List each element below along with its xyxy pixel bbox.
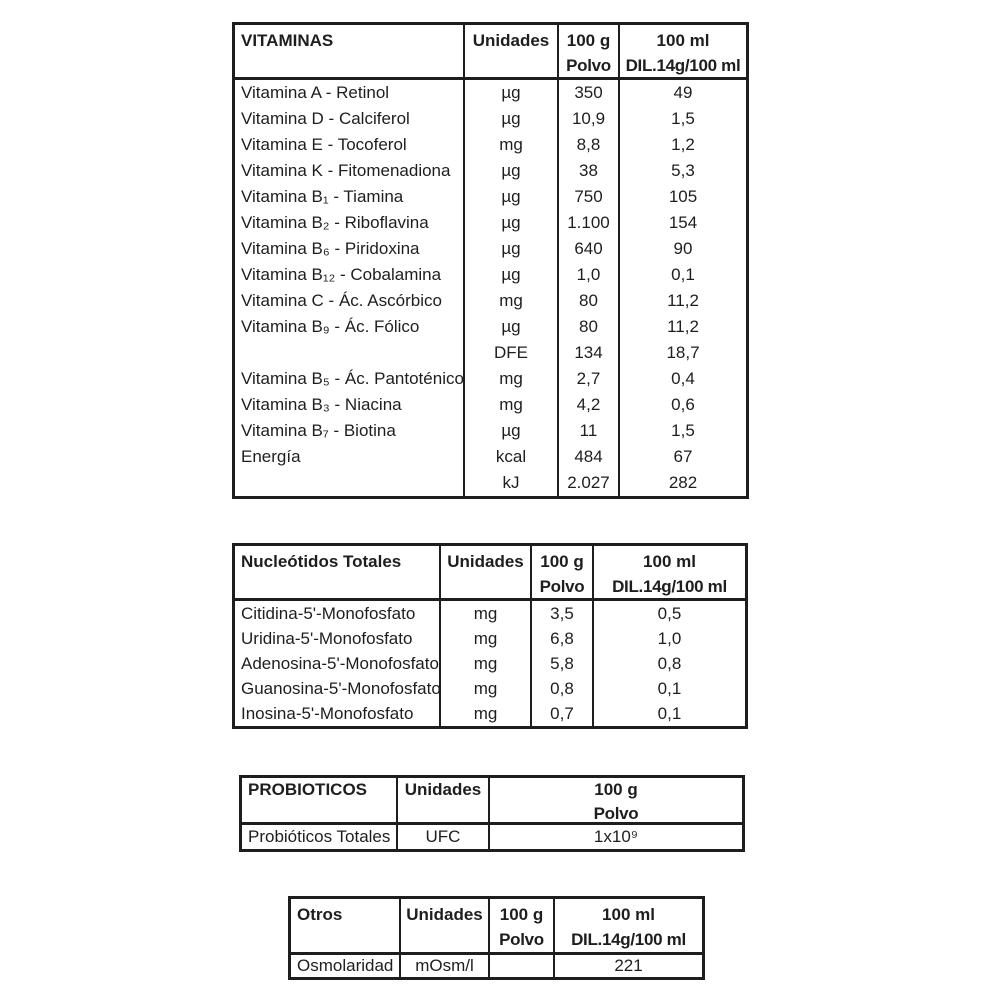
unit-value: µg bbox=[463, 106, 557, 132]
per-100g-value: 11 bbox=[557, 418, 618, 444]
unit-value: mg bbox=[463, 288, 557, 314]
unit-value: µg bbox=[463, 262, 557, 288]
unit-value: µg bbox=[463, 184, 557, 210]
nutrient-name bbox=[235, 340, 463, 366]
per-100ml-value: 0,5 bbox=[592, 601, 745, 626]
nutrient-name: Citidina-5'-Monofosfato bbox=[241, 603, 416, 623]
nutrient-name: Vitamina A - Retinol bbox=[241, 83, 390, 102]
per-100g-value: 1,0 bbox=[557, 262, 618, 288]
nutrient-name: Vitamina B₁ - Tiamina bbox=[241, 187, 404, 206]
per-100g-value: 1.100 bbox=[557, 210, 618, 236]
per-100g-value: 350 bbox=[557, 80, 618, 106]
col-header-units: Unidades bbox=[399, 899, 488, 955]
per-100ml-value: 0,1 bbox=[592, 701, 745, 726]
per-100g-value: 134 bbox=[557, 340, 618, 366]
per-100ml-value: 282 bbox=[618, 470, 746, 496]
nutrient-name: Vitamina D - Calciferol bbox=[241, 109, 410, 128]
per-100ml-value: 0,8 bbox=[592, 651, 745, 676]
per-100ml-value: 11,2 bbox=[618, 288, 746, 314]
col-header-100ml: 100 ml DIL.14g/100 ml bbox=[592, 546, 745, 601]
nutrient-name: Adenosina-5'-Monofosfato bbox=[241, 653, 439, 673]
unit-value: mg bbox=[439, 676, 530, 701]
table-title: PROBIOTICOS bbox=[242, 778, 396, 825]
per-100ml-value: 0,6 bbox=[618, 392, 746, 418]
nutrient-name: Vitamina C - Ác. Ascórbico bbox=[241, 291, 442, 310]
per-100g-value: 0,7 bbox=[530, 701, 592, 726]
col-header-100g: 100 g Polvo bbox=[557, 25, 618, 80]
per-100ml-value: 0,1 bbox=[618, 262, 746, 288]
col-header-100ml: 100 ml DIL.14g/100 ml bbox=[618, 25, 746, 80]
nucleotides-table bbox=[232, 543, 748, 729]
nutrient-name: Energía bbox=[241, 447, 301, 466]
per-100ml-value: 1,0 bbox=[592, 626, 745, 651]
nutrient-name: Vitamina E - Tocoferol bbox=[241, 135, 407, 154]
unit-value: µg bbox=[463, 314, 557, 340]
col-header-100g: 100 g Polvo bbox=[530, 546, 592, 601]
per-100g-value: 750 bbox=[557, 184, 618, 210]
nutrient-name: Guanosina-5'-Monofosfato bbox=[241, 678, 441, 698]
vitamins-table bbox=[232, 22, 749, 499]
unit-value: µg bbox=[463, 210, 557, 236]
col-header-100ml: 100 ml DIL.14g/100 ml bbox=[553, 899, 702, 955]
col-header-100g: 100 g Polvo bbox=[488, 778, 742, 825]
col-header-units: Unidades bbox=[463, 25, 557, 80]
nutrient-name: Vitamina B₆ - Piridoxina bbox=[241, 239, 420, 258]
per-100ml-value: 5,3 bbox=[618, 158, 746, 184]
per-100g-value: 38 bbox=[557, 158, 618, 184]
table-title: Nucleótidos Totales bbox=[235, 546, 439, 601]
unit-value: mg bbox=[439, 601, 530, 626]
nutrient-name: Vitamina K - Fitomenadiona bbox=[241, 161, 451, 180]
unit-value: DFE bbox=[463, 340, 557, 366]
unit-value: µg bbox=[463, 80, 557, 106]
table-title: Otros bbox=[291, 899, 399, 955]
per-100g-value: 5,8 bbox=[530, 651, 592, 676]
nutrient-name: Osmolaridad bbox=[297, 956, 394, 975]
per-100g-value: 80 bbox=[557, 288, 618, 314]
per-100ml-value: 1,2 bbox=[618, 132, 746, 158]
col-header-units: Unidades bbox=[439, 546, 530, 601]
nutrient-name: Inosina-5'-Monofosfato bbox=[241, 703, 414, 723]
nutrient-name: Probióticos Totales bbox=[248, 827, 391, 846]
col-header-100g: 100 g Polvo bbox=[488, 899, 553, 955]
per-100ml-value: 90 bbox=[618, 236, 746, 262]
unit-value: µg bbox=[463, 236, 557, 262]
unit-value: UFC bbox=[396, 825, 488, 849]
per-100g-value: 0,8 bbox=[530, 676, 592, 701]
per-100ml-value: 105 bbox=[618, 184, 746, 210]
per-100g-value: 484 bbox=[557, 444, 618, 470]
unit-value: µg bbox=[463, 158, 557, 184]
unit-value: mg bbox=[463, 392, 557, 418]
per-100g-value: 1x10⁹ bbox=[488, 825, 742, 849]
nutrient-name: Vitamina B₅ - Ác. Pantoténico bbox=[241, 369, 464, 388]
nutrient-name: Uridina-5'-Monofosfato bbox=[241, 628, 413, 648]
per-100ml-value: 154 bbox=[618, 210, 746, 236]
unit-value: µg bbox=[463, 418, 557, 444]
nutrient-name: Vitamina B₃ - Niacina bbox=[241, 395, 402, 414]
per-100g-value: 4,2 bbox=[557, 392, 618, 418]
per-100g-value: 3,5 bbox=[530, 601, 592, 626]
per-100g-value: 640 bbox=[557, 236, 618, 262]
unit-value: mg bbox=[439, 626, 530, 651]
table-title: VITAMINAS bbox=[235, 25, 463, 80]
unit-value: kJ bbox=[463, 470, 557, 496]
per-100ml-value: 221 bbox=[553, 955, 702, 977]
per-100g-value: 2,7 bbox=[557, 366, 618, 392]
per-100ml-value: 67 bbox=[618, 444, 746, 470]
per-100ml-value: 1,5 bbox=[618, 106, 746, 132]
probiotics-table bbox=[239, 775, 745, 852]
per-100g-value: 8,8 bbox=[557, 132, 618, 158]
unit-value: mg bbox=[439, 701, 530, 726]
nutrient-name: Vitamina B₁₂ - Cobalamina bbox=[241, 265, 442, 284]
nutrient-name: Vitamina B₂ - Riboflavina bbox=[241, 213, 429, 232]
nutrient-name bbox=[235, 470, 463, 496]
per-100ml-value: 11,2 bbox=[618, 314, 746, 340]
per-100ml-value: 0,4 bbox=[618, 366, 746, 392]
per-100ml-value: 0,1 bbox=[592, 676, 745, 701]
per-100ml-value: 49 bbox=[618, 80, 746, 106]
nutrient-name: Vitamina B₇ - Biotina bbox=[241, 421, 396, 440]
nutrient-name: Vitamina B₉ - Ác. Fólico bbox=[241, 317, 420, 336]
others-table bbox=[288, 896, 705, 980]
per-100g-value: 2.027 bbox=[557, 470, 618, 496]
per-100g-value: 10,9 bbox=[557, 106, 618, 132]
col-header-units: Unidades bbox=[396, 778, 488, 825]
unit-value: mOsm/l bbox=[399, 955, 488, 977]
unit-value: mg bbox=[463, 132, 557, 158]
per-100g-value: 6,8 bbox=[530, 626, 592, 651]
unit-value: mg bbox=[439, 651, 530, 676]
per-100g-value: 80 bbox=[557, 314, 618, 340]
per-100ml-value: 18,7 bbox=[618, 340, 746, 366]
per-100ml-value: 1,5 bbox=[618, 418, 746, 444]
per-100g-value bbox=[488, 955, 553, 977]
unit-value: kcal bbox=[463, 444, 557, 470]
unit-value: mg bbox=[463, 366, 557, 392]
